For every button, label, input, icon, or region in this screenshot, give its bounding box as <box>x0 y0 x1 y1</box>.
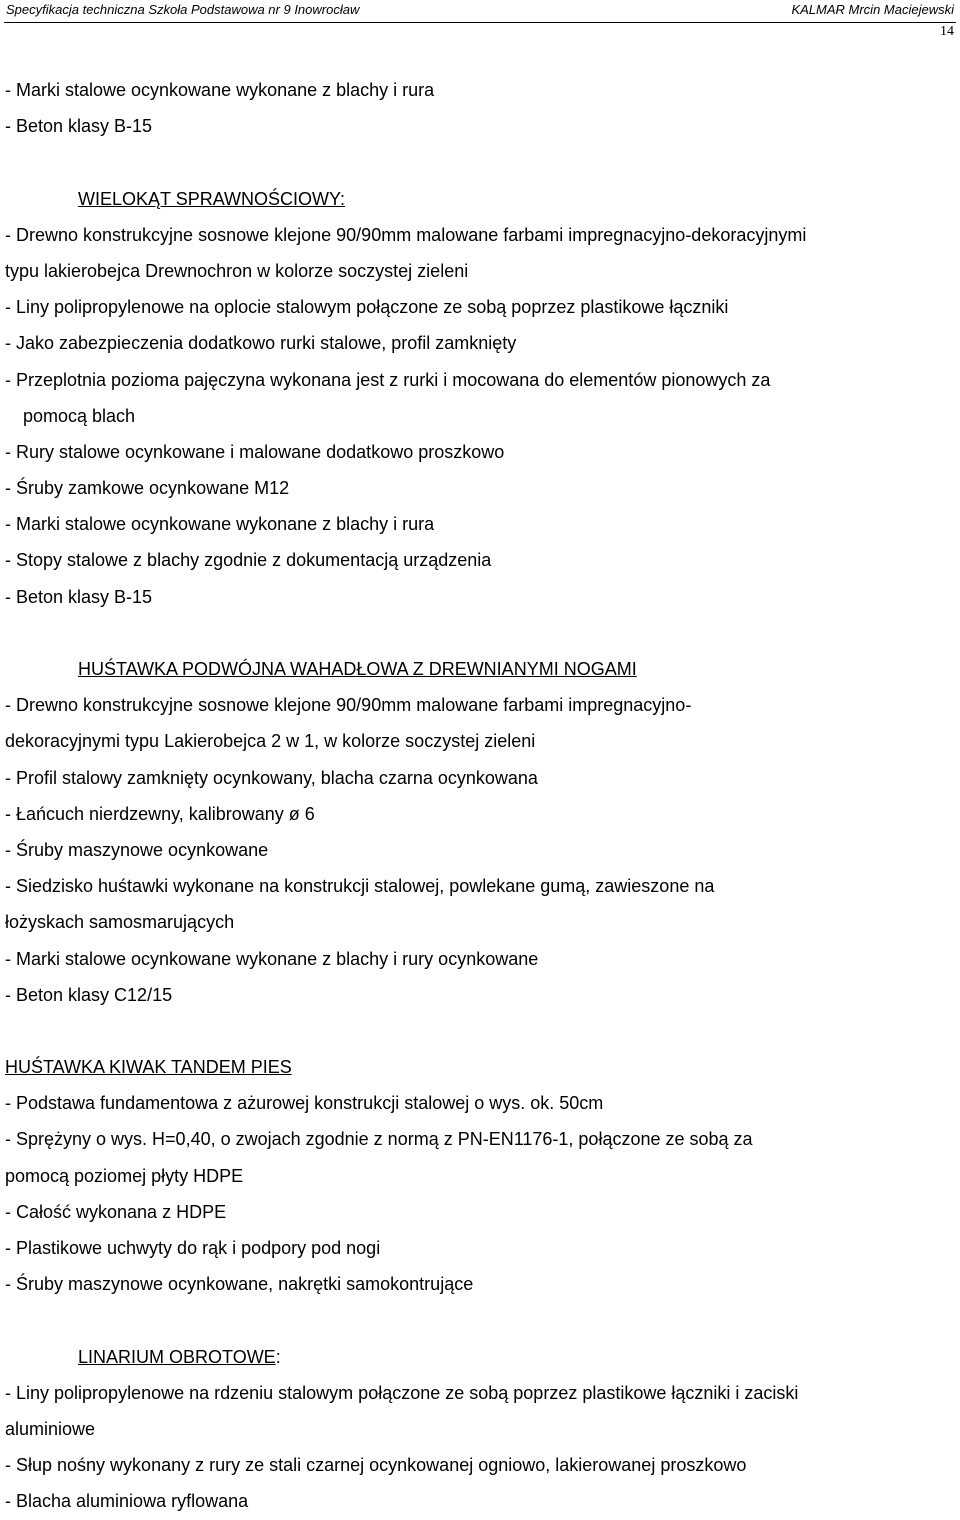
list-item: dekoracyjnymi typu Lakierobejca 2 w 1, w kolorze soczystej zieleni <box>5 731 536 752</box>
spacer <box>5 1302 948 1338</box>
section-title-wielokat <box>5 181 948 217</box>
list-item: - Słup nośny wykonany z rury ze stali czarnej ocynkowanej ogniowo, lakierowanej proszkowo <box>5 1455 747 1476</box>
list-item: - Sprężyny o wys. H=0,40, o zwojach zgodnie z normą z PN-EN1176-1, połączone ze sobą za <box>5 1129 753 1150</box>
section-title-text: HUŚTAWKA PODWÓJNA WAHADŁOWA Z DREWNIANYMI NOGAMI <box>78 659 637 679</box>
list-item: - Drewno konstrukcyjne sosnowe klejone 90/90mm malowane farbami impregnacyjno- <box>5 695 692 716</box>
list-item: aluminiowe <box>5 1418 96 1439</box>
list-item: - Śruby zamkowe ocynkowane M12 <box>5 478 290 499</box>
page-number: 14 <box>940 24 954 39</box>
document-body <box>5 72 948 1520</box>
list-item: - Marki stalowe ocynkowane wykonane z blachy i rury ocynkowane <box>5 948 539 969</box>
list-item: - Liny polipropylenowe na rdzeniu stalowym połączone ze sobą poprzez plastikowe łączniki i zaciski <box>5 1382 799 1403</box>
list-item: - Siedzisko huśtawki wykonane na konstrukcji stalowej, powlekane gumą, zawieszone na <box>5 876 715 897</box>
list-item: łożyskach samosmarujących <box>5 912 235 933</box>
list-item: typu lakierobejca Drewnochron w kolorze soczystej zieleni <box>5 260 469 281</box>
list-item: - Marki stalowe ocynkowane wykonane z blachy i rura <box>5 80 435 100</box>
list-item: - Blacha aluminiowa ryflowana <box>5 1491 249 1512</box>
list-item: - Beton klasy B-15 <box>5 586 153 607</box>
list-item: - Liny polipropylenowe na oplocie stalowym połączone ze sobą poprzez plastikowe łączniki <box>5 297 729 318</box>
list-item: - Profil stalowy zamknięty ocynkowany, blacha czarna ocynkowana <box>5 767 538 788</box>
list-item: - Drewno konstrukcyjne sosnowe klejone 90/90mm malowane farbami impregnacyjno-dekoracyjnymi <box>5 224 807 245</box>
list-item: - Beton klasy B-15 <box>5 116 153 137</box>
list-item: pomocą blach <box>23 405 136 426</box>
section-title-hustawka-kiwak <box>5 1049 948 1085</box>
header-right-text: KALMAR Mrcin Maciejewski <box>791 2 954 17</box>
section-title-linarium <box>5 1339 948 1375</box>
list-item: - Plastikowe uchwyty do rąk i podpory pod nogi <box>5 1238 381 1258</box>
list-item: - Podstawa fundamentowa z ażurowej konstrukcji stalowej o wys. ok. 50cm <box>5 1093 604 1114</box>
section-title-suffix: : <box>275 1346 281 1367</box>
section-title-text: LINARIUM OBROTOWE <box>78 1346 276 1367</box>
list-item: - Śruby maszynowe ocynkowane, nakrętki samokontrujące <box>5 1274 474 1295</box>
list-item: - Łańcuch nierdzewny, kalibrowany ø 6 <box>5 803 315 824</box>
list-item: - Stopy stalowe z blachy zgodnie z dokumentacją urządzenia <box>5 550 492 571</box>
section-title-text: HUŚTAWKA KIWAK TANDEM PIES <box>5 1057 292 1078</box>
list-item: pomocą poziomej płyty HDPE <box>5 1165 244 1186</box>
list-item: - Marki stalowe ocynkowane wykonane z blachy i rura <box>5 514 435 535</box>
list-item: - Beton klasy C12/15 <box>5 984 173 1005</box>
list-item: - Przeplotnia pozioma pajęczyna wykonana jest z rurki i mocowana do elementów pionowych za <box>5 369 771 390</box>
list-item: - Śruby maszynowe ocynkowane <box>5 839 269 860</box>
header-rule <box>4 22 956 23</box>
list-item: - Jako zabezpieczenia dodatkowo rurki stalowe, profil zamknięty <box>5 333 517 354</box>
section-title-text: WIELOKĄT SPRAWNOŚCIOWY: <box>78 188 346 209</box>
section-title-hustawka-podwojna <box>5 651 948 687</box>
header-left-text: Specyfikacja techniczna Szkoła Podstawowa nr 9 Inowrocław <box>6 2 360 17</box>
spacer <box>5 1013 948 1049</box>
list-item: - Rury stalowe ocynkowane i malowane dodatkowo proszkowo <box>5 441 505 462</box>
list-item: - Całość wykonana z HDPE <box>5 1201 227 1222</box>
spacer <box>5 615 948 651</box>
page-header <box>6 2 954 22</box>
spacer <box>5 144 948 180</box>
